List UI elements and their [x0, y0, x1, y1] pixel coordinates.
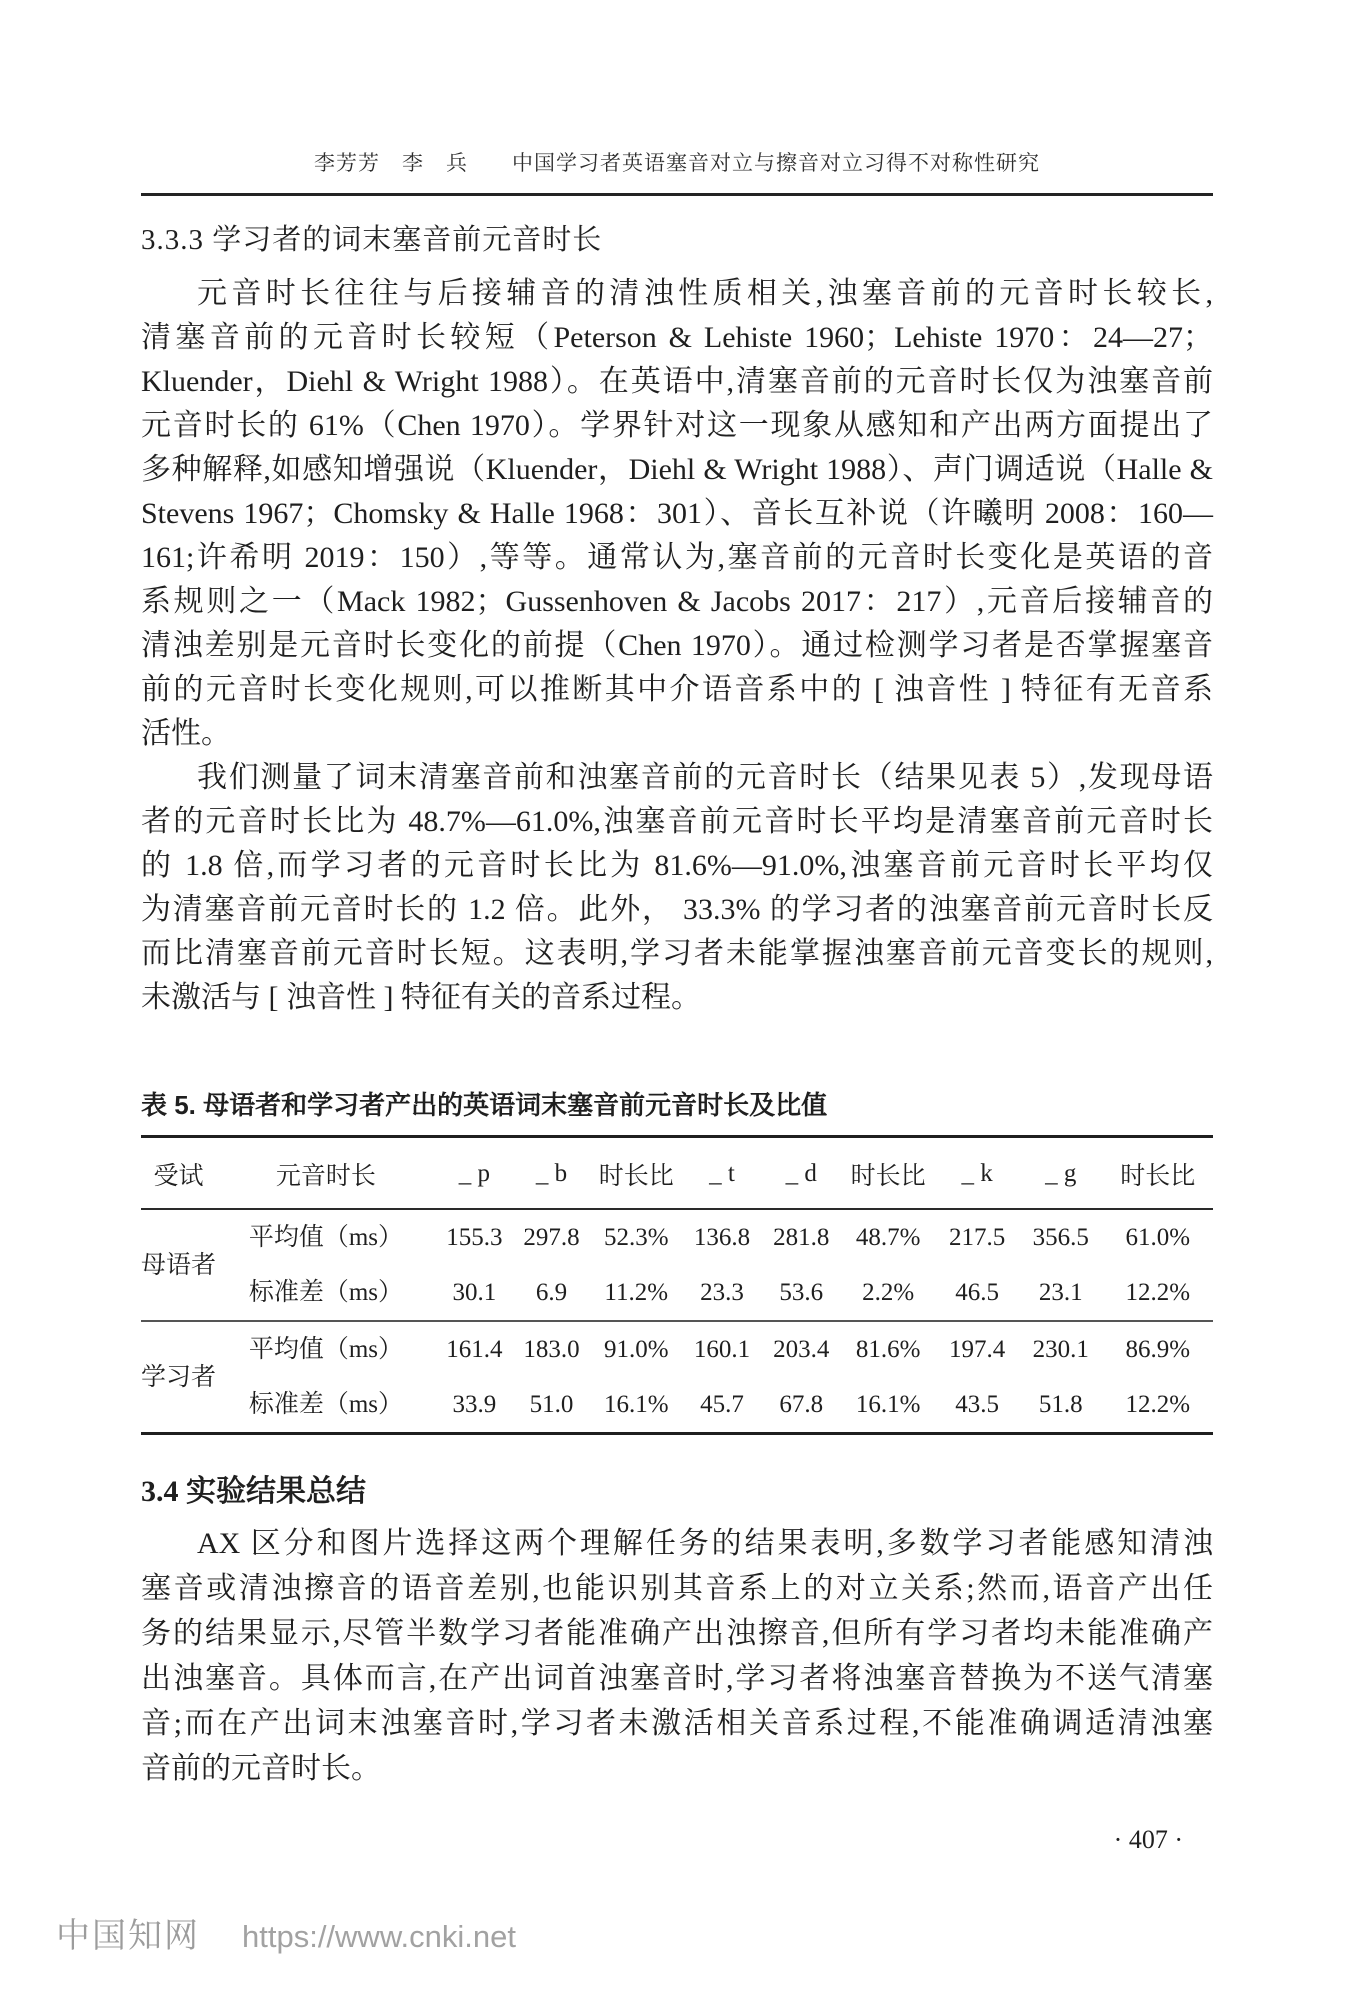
col-header: 元音时长 — [216, 1137, 436, 1210]
col-header: _ p — [436, 1137, 513, 1210]
text-line: 务的结果显示,尽管半数学习者能准确产出浊擦音,但所有学习者均未能准确产 — [141, 1617, 1213, 1650]
header-row — [141, 1137, 1213, 1210]
value-cell: 23.3 — [700, 1279, 744, 1306]
header-rule — [141, 193, 1213, 196]
text-line: 清浊差别是元音时长变化的前提（Chen 1970）。通过检测学习者是否掌握塞音 — [141, 629, 1213, 662]
value-cell: 197.4 — [935, 1321, 1019, 1377]
value-cell: 61.0% — [1125, 1224, 1191, 1251]
paragraph-1 — [141, 272, 1213, 756]
col-header: 时长比 — [1103, 1137, 1214, 1210]
section-3-3-3-heading: 3.3.3 学习者的词末塞音前元音时长 — [141, 224, 603, 256]
value-cell: 297.8 — [523, 1224, 580, 1251]
table-row — [141, 1377, 1213, 1434]
col-header: 受试 — [141, 1137, 216, 1210]
value-cell: 230.1 — [1019, 1321, 1103, 1377]
value-cell: 281.8 — [773, 1224, 830, 1251]
text-line: 我们测量了词末清塞音前和浊塞音前的元音时长（结果见表 5）,发现母语 — [197, 761, 1213, 794]
cnki-brand-text: 中国知网 — [56, 1917, 200, 1955]
text-line: 未激活与 [ 浊音性 ] 特征有关的音系过程。 — [141, 981, 701, 1014]
text-line: 元音时长的 61%（Chen 1970）。学界针对这一现象从感知和产出两方面提出了 — [141, 409, 1213, 442]
value-cell: 16.1% — [855, 1391, 921, 1418]
value-cell: 12.2% — [1125, 1391, 1191, 1418]
value-cell: 45.7 — [700, 1391, 744, 1418]
row-label: 平均值（ms） — [216, 1321, 436, 1377]
text-line: 活性。 — [141, 717, 231, 750]
text-line: 系规则之一（Mack 1982；Gussenhoven & Jacobs 2017：217）,元音后接辅音的 — [141, 585, 1213, 618]
value-cell: 155.3 — [446, 1224, 503, 1251]
value-cell: 53.6 — [779, 1279, 824, 1306]
section-3-4-heading: 3.4 实验结果总结 — [141, 1475, 366, 1508]
value-cell: 160.1 — [682, 1321, 761, 1377]
table-row — [141, 1321, 1213, 1377]
table-5-body — [141, 1209, 1213, 1434]
row-label: 平均值（ms） — [248, 1224, 403, 1251]
value-cell: 67.8 — [779, 1391, 824, 1418]
text-line: Kluender，Diehl & Wright 1988）。在英语中,清塞音前的元音时长仅为浊塞音前 — [141, 365, 1213, 398]
text-line: 音前的元音时长。 — [141, 1752, 381, 1785]
value-cell: 91.0% — [590, 1321, 682, 1377]
running-header — [0, 150, 1354, 196]
col-header: 时长比 — [841, 1137, 935, 1210]
row-label: 标准差（ms） — [248, 1391, 403, 1418]
text-line: 出浊塞音。具体而言,在产出词首浊塞音时,学习者将浊塞音替换为不送气清塞 — [141, 1662, 1213, 1695]
paragraph-summary — [141, 1521, 1213, 1791]
value-cell: 81.6% — [841, 1321, 935, 1377]
page-number: · 407 · — [1113, 1825, 1183, 1854]
text-line: 多种解释,如感知增强说（Kluender，Diehl & Wright 1988）、声门调适说（Halle & — [141, 453, 1213, 486]
table-row — [141, 1265, 1213, 1321]
value-cell: 12.2% — [1125, 1279, 1191, 1306]
value-cell: 161.4 — [436, 1321, 513, 1377]
text-line: 前的元音时长变化规则,可以推断其中介语音系中的 [ 浊音性 ] 特征有无音系 — [141, 673, 1213, 706]
value-cell: 86.9% — [1103, 1321, 1214, 1377]
value-cell: 2.2% — [862, 1279, 915, 1306]
text-line: 清塞音前的元音时长较短（Peterson & Lehiste 1960；Lehiste 1970：24—27； — [141, 321, 1213, 354]
running-title: 李芳芳 李 兵 中国学习者英语塞音对立与擦音对立习得不对称性研究 — [314, 151, 1040, 175]
value-cell: 51.0 — [529, 1391, 574, 1418]
table-5-header — [141, 1137, 1213, 1210]
value-cell: 51.8 — [1038, 1391, 1083, 1418]
col-header: 时长比 — [590, 1137, 682, 1210]
value-cell: 33.9 — [452, 1391, 497, 1418]
text-line: 音;而在产出词末浊塞音时,学习者未激活相关音系过程,不能准确调适清浊塞 — [141, 1707, 1213, 1740]
value-cell: 52.3% — [603, 1224, 669, 1251]
value-cell: 11.2% — [604, 1279, 669, 1306]
col-header: _ d — [762, 1137, 841, 1210]
text-line: 元音时长往往与后接辅音的清浊性质相关,浊塞音前的元音时长较长, — [197, 277, 1213, 310]
text-line: 的 1.8 倍,而学习者的元音时长比为 81.6%—91.0%,浊塞音前元音时长平均仅 — [141, 849, 1213, 882]
text-line: 而比清塞音前元音时长短。这表明,学习者未能掌握浊塞音前元音变长的规则, — [141, 937, 1213, 970]
subject-cell: 学习者 — [141, 1321, 216, 1434]
value-cell: 183.0 — [513, 1321, 590, 1377]
value-cell: 217.5 — [948, 1224, 1006, 1251]
table-row — [141, 1209, 1213, 1265]
value-cell: 46.5 — [955, 1279, 999, 1306]
value-cell: 136.8 — [693, 1224, 751, 1251]
paragraph-2 — [141, 756, 1213, 1020]
table-5-caption: 表 5. 母语者和学习者产出的英语词末塞音前元音时长及比值 — [141, 1090, 828, 1120]
value-cell: 16.1% — [603, 1391, 669, 1418]
value-cell: 23.1 — [1038, 1279, 1083, 1306]
value-cell: 43.5 — [955, 1391, 999, 1418]
text-line: Stevens 1967；Chomsky & Halle 1968：301）、音长互补说（许曦明 2008：160— — [141, 497, 1213, 530]
col-header: _ k — [935, 1137, 1019, 1210]
col-header: _ g — [1019, 1137, 1103, 1210]
value-cell: 6.9 — [535, 1279, 568, 1306]
table-5 — [141, 1135, 1213, 1435]
text-line: 塞音或清浊擦音的语音差别,也能识别其音系上的对立关系;然而,语音产出任 — [141, 1572, 1213, 1605]
cnki-watermark — [56, 1908, 516, 1957]
value-cell: 203.4 — [762, 1321, 841, 1377]
col-header: _ t — [682, 1137, 761, 1210]
text-line: AX 区分和图片选择这两个理解任务的结果表明,多数学习者能感知清浊 — [197, 1527, 1213, 1560]
cnki-url-text: https://www.cnki.net — [242, 1919, 516, 1954]
value-cell: 356.5 — [1032, 1224, 1089, 1251]
text-line: 为清塞音前元音时长的 1.2 倍。此外， 33.3% 的学习者的浊塞音前元音时长反 — [141, 893, 1213, 926]
row-label: 标准差（ms） — [248, 1279, 403, 1306]
col-header: _ b — [513, 1137, 590, 1210]
value-cell: 48.7% — [855, 1224, 921, 1251]
value-cell: 30.1 — [452, 1279, 497, 1306]
text-line: 161;许希明 2019：150）,等等。通常认为,塞音前的元音时长变化是英语的音 — [141, 541, 1213, 574]
subject-cell: 母语者 — [141, 1251, 217, 1279]
text-line: 者的元音时长比为 48.7%—61.0%,浊塞音前元音时长平均是清塞音前元音时长 — [141, 805, 1213, 838]
page-content — [141, 220, 1213, 1855]
